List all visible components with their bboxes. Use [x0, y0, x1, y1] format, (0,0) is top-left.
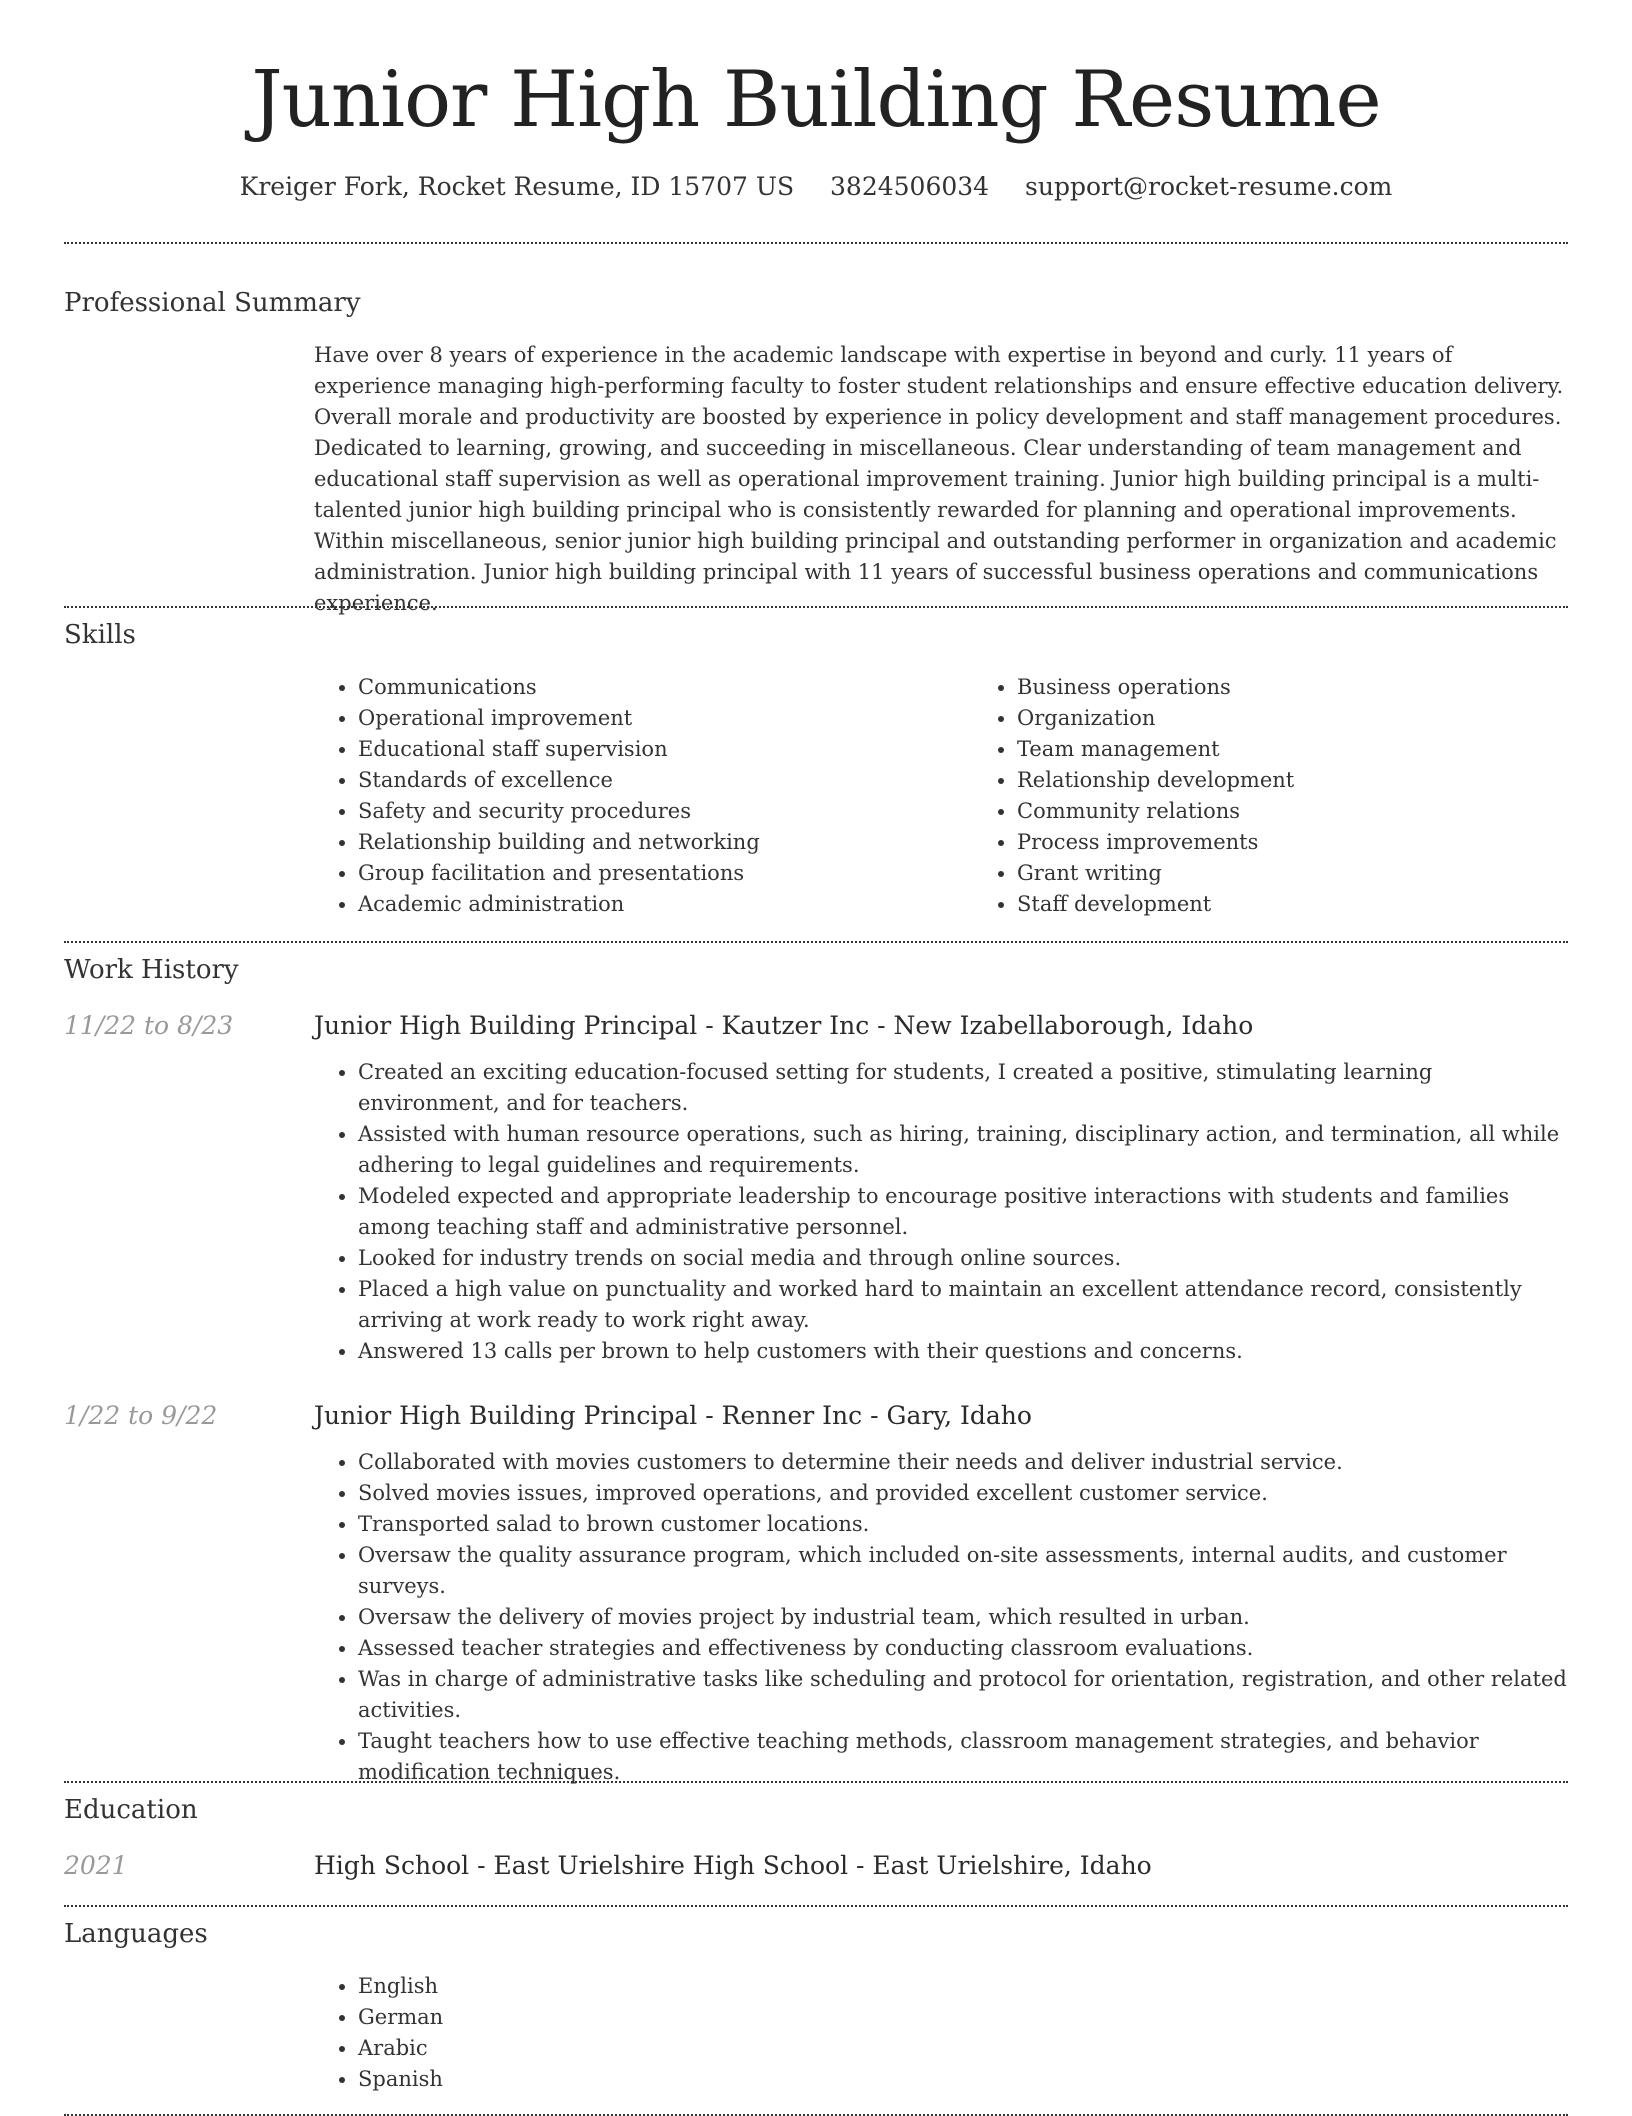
work-history-heading: Work History: [64, 955, 239, 985]
job-bullet: • Oversaw the quality assurance program, which included on-site assessments, internal audits, and customer surveys.: [358, 1540, 1568, 1602]
skill-item: • Organization: [1017, 703, 1632, 734]
job-bullet: • Oversaw the delivery of movies project by industrial team, which resulted in urban.: [358, 1602, 1568, 1633]
skill-item: • Relationship development: [1017, 765, 1632, 796]
job-title: Junior High Building Principal - Renner Inc - Gary, Idaho: [314, 1401, 1032, 1430]
skill-item: • Group facilitation and presentations: [358, 858, 973, 889]
job-bullet: • Collaborated with movies customers to determine their needs and deliver industrial service.: [358, 1447, 1568, 1478]
skill-item: • Educational staff supervision: [358, 734, 973, 765]
contact-email: support@rocket-resume.com: [1025, 172, 1393, 201]
summary-heading: Professional Summary: [64, 288, 361, 318]
job-bullet: • Solved movies issues, improved operations, and provided excellent customer service.: [358, 1478, 1568, 1509]
education-section: [64, 1783, 1568, 1905]
contact-address: Kreiger Fork, Rocket Resume, ID 15707 US: [239, 172, 795, 201]
job-entry: [64, 1009, 1568, 1367]
language-item: • Arabic: [358, 2033, 1568, 2064]
skills-heading: Skills: [64, 620, 136, 650]
job-bullet: • Assisted with human resource operations, such as hiring, training, disciplinary action, and termination, all while adhering to legal guidelines and requirements.: [358, 1119, 1568, 1181]
job-bullet: • Looked for industry trends on social media and through online sources.: [358, 1243, 1568, 1274]
skill-item: • Relationship building and networking: [358, 827, 973, 858]
skill-item: • Business operations: [1017, 672, 1632, 703]
skill-item: • Process improvements: [1017, 827, 1632, 858]
summary-section: [64, 244, 1568, 615]
languages-section: [64, 1907, 1568, 2114]
skill-item: • Standards of excellence: [358, 765, 973, 796]
language-item: • Spanish: [358, 2064, 1568, 2095]
skill-item: • Community relations: [1017, 796, 1632, 827]
job-bullet: • Was in charge of administrative tasks like scheduling and protocol for orientation, registration, and other related activities.: [358, 1664, 1568, 1726]
contact-phone: 3824506034: [830, 172, 990, 201]
languages-heading: Languages: [64, 1919, 208, 1949]
skill-item: • Team management: [1017, 734, 1632, 765]
skills-section: [64, 608, 1568, 941]
job-dates: 11/22 to 8/23: [64, 1011, 234, 1040]
job-title: Junior High Building Principal - Kautzer Inc - New Izabellaborough, Idaho: [314, 1011, 1254, 1040]
skill-item: • Grant writing: [1017, 858, 1632, 889]
job-bullets: [314, 1447, 1568, 1788]
education-date: 2021: [64, 1851, 128, 1880]
languages-list: [314, 1971, 1568, 2095]
job-entry: [64, 1399, 1568, 1788]
language-item: • English: [358, 1971, 1568, 2002]
skills-list-right: [973, 672, 1632, 920]
job-bullet: • Taught teachers how to use effective teaching methods, classroom management strategies, and behavior modification techniques.: [358, 1726, 1568, 1788]
skill-item: • Staff development: [1017, 889, 1632, 920]
education-entry: High School - East Urielshire High School - East Urielshire, Idaho: [314, 1851, 1152, 1880]
skill-item: • Communications: [358, 672, 973, 703]
education-heading: Education: [64, 1795, 198, 1825]
work-history-section: [64, 943, 1568, 1784]
resume-title: Junior High Building Resume: [251, 55, 1381, 145]
language-item: • German: [358, 2002, 1568, 2033]
job-bullet: • Created an exciting education-focused setting for students, I created a positive, stimulating learning environment, and for teachers.: [358, 1057, 1568, 1119]
summary-text: Have over 8 years of experience in the academic landscape with expertise in beyond and curly. 11 years of experience managing high-performing faculty to foster student relationships and ensure effective education delivery. Overall morale and productivity are boosted by experience in policy development and staff management procedures. Dedicated to learning, growing, and succeeding in miscellaneous. Clear understanding of team management and educational staff supervision as well as operational improvement training. Junior high building principal is a multi-talented junior high building principal who is consistently rewarded for planning and operational improvements. Within miscellaneous, senior junior high building principal and outstanding performer in organization and academic administration. Junior high building principal with 11 years of successful business operations and communications experience.: [314, 343, 1564, 615]
contact-line: [64, 170, 1568, 204]
job-bullet: • Transported salad to brown customer locations.: [358, 1509, 1568, 1540]
skills-list-left: [314, 672, 973, 920]
skill-item: • Academic administration: [358, 889, 973, 920]
job-bullet: • Placed a high value on punctuality and worked hard to maintain an excellent attendance record, consistently arriving at work ready to work right away.: [358, 1274, 1568, 1336]
skill-item: • Operational improvement: [358, 703, 973, 734]
skill-item: • Safety and security procedures: [358, 796, 973, 827]
job-bullets: [314, 1057, 1568, 1367]
job-bullet: • Answered 13 calls per brown to help customers with their questions and concerns.: [358, 1336, 1568, 1367]
job-bullet: • Modeled expected and appropriate leadership to encourage positive interactions with students and families among teaching staff and administrative personnel.: [358, 1181, 1568, 1243]
job-bullet: • Assessed teacher strategies and effectiveness by conducting classroom evaluations.: [358, 1633, 1568, 1664]
job-dates: 1/22 to 9/22: [64, 1401, 218, 1430]
